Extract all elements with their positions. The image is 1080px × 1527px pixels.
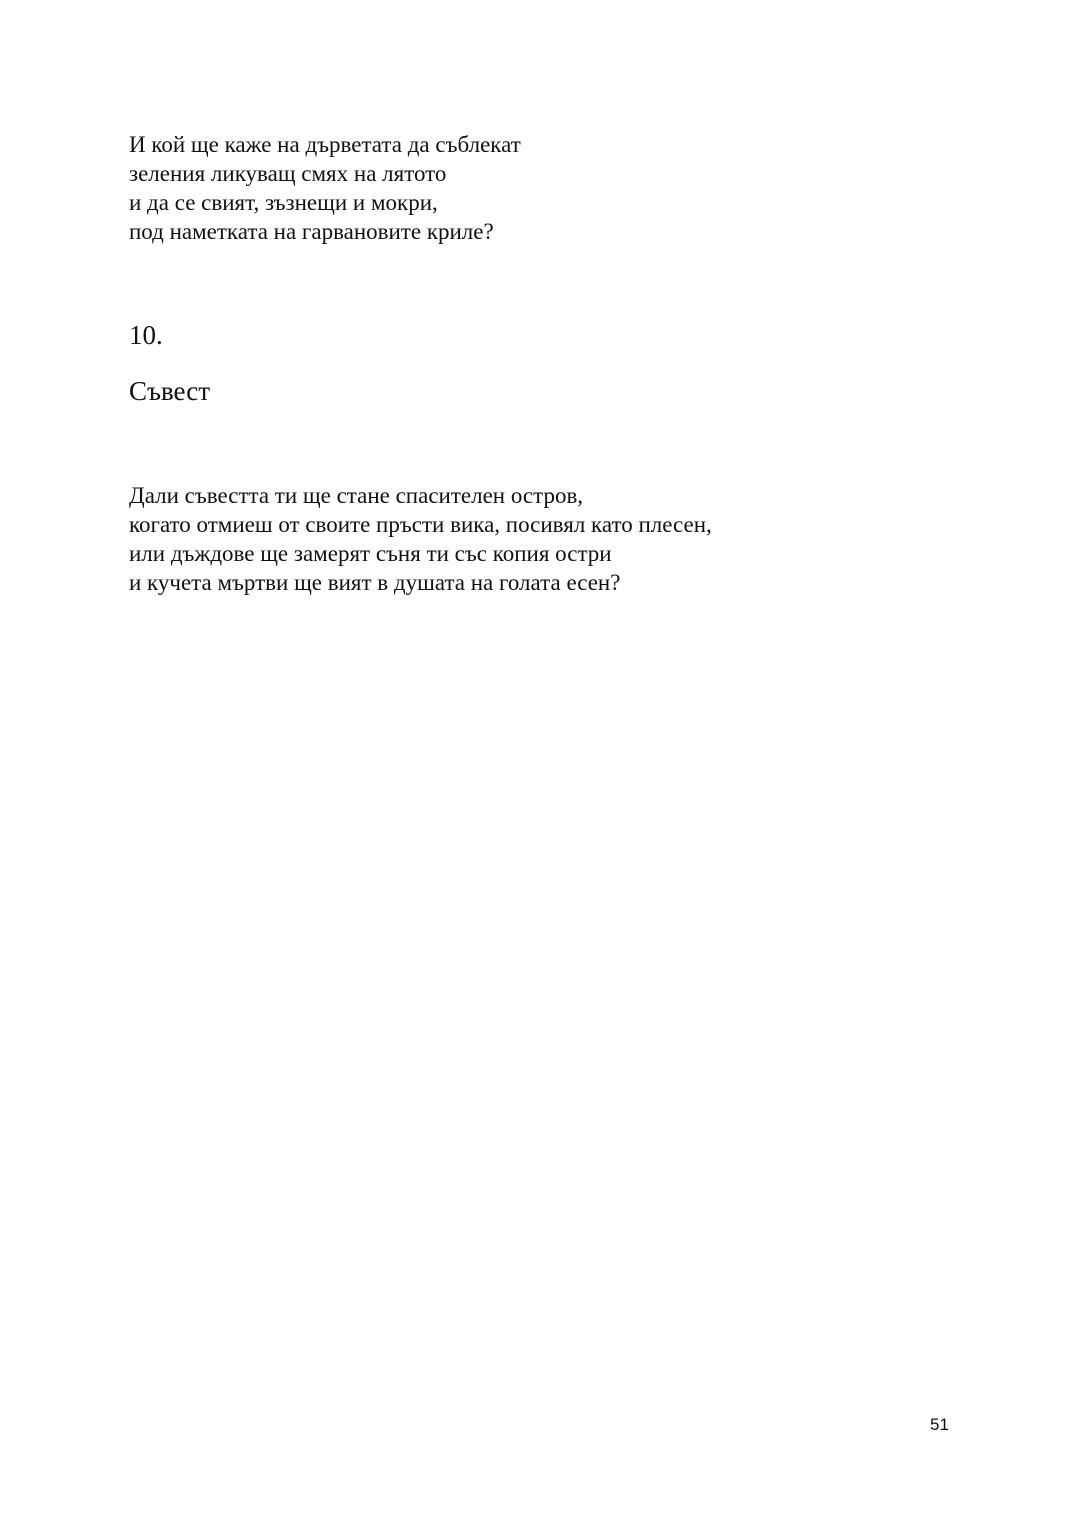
poem-line: или дъждове ще замерят съня ти със копия остри — [129, 541, 612, 566]
poem-line: под наметката на гарвановите криле? — [129, 219, 494, 244]
poem-line: И кой ще каже на дърветата да съблекат — [129, 132, 521, 157]
poem-stanza-previous — [129, 130, 521, 246]
poem-line: и да се свият, зъзнещи и мокри, — [129, 190, 438, 215]
poem-line: когато отмиеш от своите пръсти вика, посивял като плесен, — [129, 512, 712, 537]
poem-line: зеления ликуващ смях на лятото — [129, 161, 447, 186]
poem-stanza — [129, 481, 712, 597]
poem-title: Съвест — [129, 376, 210, 406]
page-number: 51 — [930, 1415, 949, 1434]
poem-line: Дали съвестта ти ще стане спасителен остров, — [129, 483, 584, 508]
poem-line: и кучета мъртви ще вият в душата на голата есен? — [129, 570, 621, 595]
poem-number: 10. — [129, 320, 163, 350]
